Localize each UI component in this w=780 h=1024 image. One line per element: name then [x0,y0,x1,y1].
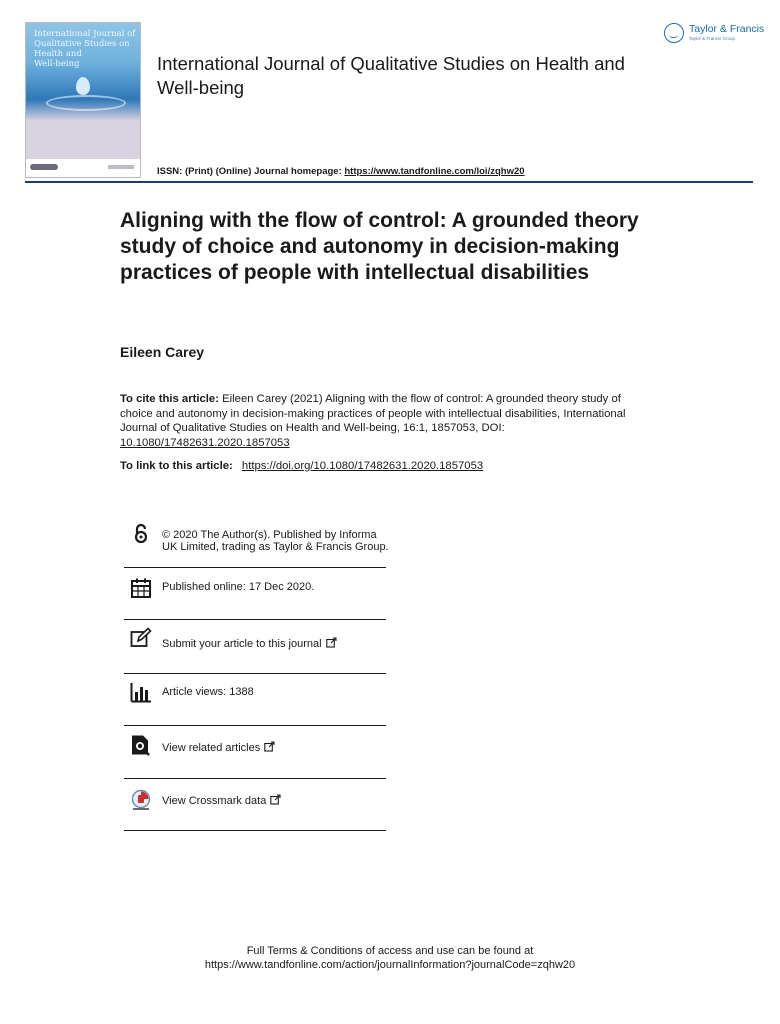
published-online-row [124,567,386,620]
terms-footer [0,944,780,972]
citation-block [120,392,650,450]
taylor-francis-logo-icon [664,23,684,43]
terms-text: Full Terms & Conditions of access and use can be found at [246,945,534,957]
related-articles-icon [130,734,152,756]
related-articles-row[interactable] [124,725,386,779]
submit-article-row[interactable] [124,619,386,674]
cover-title-line: Well-being [34,59,80,69]
open-access-icon [130,523,152,545]
published-online-text: Published online: 17 Dec 2020. [162,581,315,593]
citation-doi-link[interactable]: 10.1080/17482631.2020.1857053 [120,436,290,449]
cover-title-line: Health and [34,49,82,59]
crossmark-icon [130,789,152,811]
journal-cover-image [25,22,141,178]
crossmark-label: View Crossmark data [162,795,267,807]
cover-footer-mark [108,165,134,169]
article-link-line [120,460,483,472]
calendar-icon [130,577,152,599]
issn-line [157,166,525,177]
water-ripple-graphic [46,95,126,111]
article-author: Eileen Carey [120,344,205,360]
submit-icon [130,627,152,649]
journal-homepage-link[interactable]: https://www.tandfonline.com/loi/zqhw20 [344,166,525,177]
crossmark-row[interactable] [124,778,386,831]
article-link-label: To link to this article: [120,460,233,472]
cover-title-line: International Journal of [34,29,136,39]
article-title: Aligning with the flow of control: A grounded theory study of choice and autonomy in decision-making practices of people with intellectual disabilities [120,209,639,284]
journal-title: International Journal of Qualitative Studies on Health and Well-being [157,53,625,98]
header-divider [25,181,753,183]
submit-article-label: Submit your article to this journal [162,638,322,650]
external-link-icon [270,794,281,805]
open-access-row [124,521,389,568]
crossmark-link[interactable] [162,794,281,807]
water-drop-graphic [76,77,90,95]
submit-article-link[interactable] [162,637,337,650]
citation-text: Eileen Carey (2021) Aligning with the flow of control: A grounded theory study of choice and autonomy in decision-making practices of people with intellectual disabilities, International Journal of Qualitative Studies on Health and Well-being, 16:1, 1857053, DOI: [120,393,626,434]
cover-publisher-logo [30,164,58,170]
bar-chart-icon [130,681,152,703]
citation-label: To cite this article: [120,393,219,405]
cover-footer [26,159,140,177]
related-articles-label: View related articles [162,742,261,754]
article-views-row [124,673,386,726]
external-link-icon [264,741,275,752]
issn-label: ISSN: (Print) (Online) Journal homepage: [157,166,342,177]
article-views-text: Article views: 1388 [162,686,254,698]
publisher-logo[interactable] [664,22,764,48]
terms-url: https://www.tandfonline.com/action/journalInformation?journalCode=zqhw20 [204,959,576,971]
publisher-name: Taylor & Francis [689,23,765,35]
article-doi-link[interactable]: https://doi.org/10.1080/17482631.2020.1857053 [241,460,484,472]
license-text: © 2020 The Author(s). Published by Informa UK Limited, trading as Taylor & Francis Group. [162,529,389,553]
publisher-subtitle: Taylor & Francis Group [689,36,736,41]
cover-title-line: Qualitative Studies on [34,39,130,49]
related-articles-link[interactable] [162,741,275,754]
external-link-icon [326,637,337,648]
